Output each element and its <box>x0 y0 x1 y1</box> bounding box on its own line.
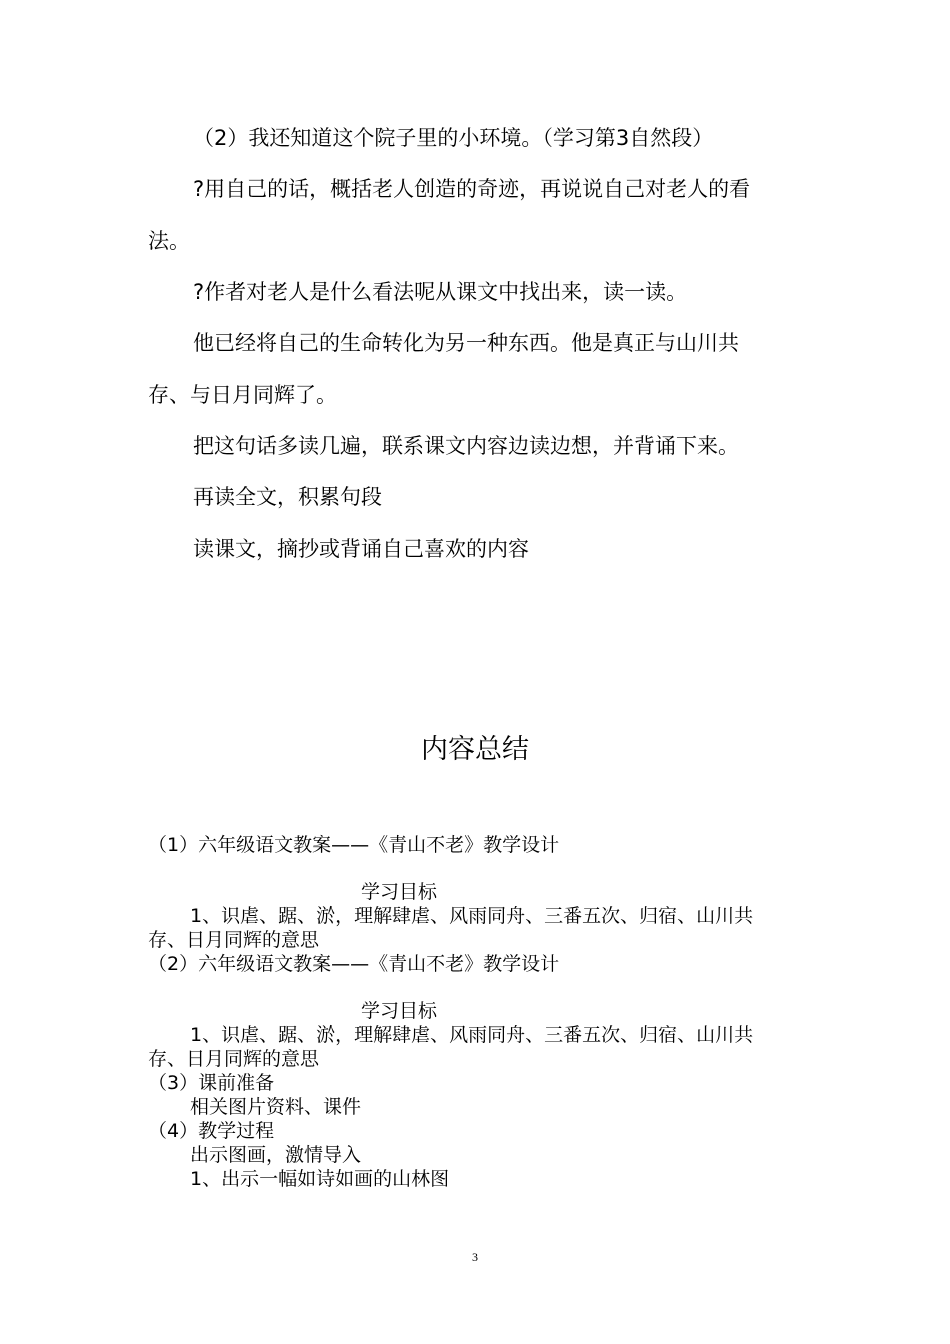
body-line-3: 法。 <box>148 229 190 253</box>
body-line-2: ?用自己的话，概括老人创造的奇迹，再说说自己对老人的看 <box>193 177 751 201</box>
summary-line-10: 相关图片资料、课件 <box>190 1096 362 1118</box>
body-line-7: 把这句话多读几遍，联系课文内容边读边想，并背诵下来。 <box>193 434 739 458</box>
body-line-8: 再读全文，积累句段 <box>193 485 382 509</box>
body-line-5: 他已经将自己的生命转化为另一种东西。他是真正与山川共 <box>193 331 739 355</box>
summary-line-4: 存、日月同辉的意思 <box>148 929 320 951</box>
summary-title: 内容总结 <box>421 734 529 765</box>
page-number: 3 <box>472 1250 478 1264</box>
summary-line-1: （1）六年级语文教案——《青山不老》教学设计 <box>148 834 560 856</box>
summary-line-3: 1、识虐、踞、淤，理解肆虐、风雨同舟、三番五次、归宿、山川共 <box>190 905 754 927</box>
summary-line-11: （4）教学过程 <box>148 1120 275 1142</box>
summary-line-8: 存、日月同辉的意思 <box>148 1048 320 1070</box>
summary-line-2: 学习目标 <box>361 881 438 903</box>
summary-line-6: 学习目标 <box>361 1000 438 1022</box>
body-line-9: 读课文，摘抄或背诵自己喜欢的内容 <box>193 537 529 561</box>
body-line-1: （2）我还知道这个院子里的小环境。（学习第3自然段） <box>193 126 714 150</box>
summary-line-5: （2）六年级语文教案——《青山不老》教学设计 <box>148 953 560 975</box>
summary-line-12: 出示图画，激情导入 <box>190 1144 362 1166</box>
summary-line-13: 1、出示一幅如诗如画的山林图 <box>190 1168 450 1190</box>
body-line-4: ?作者对老人是什么看法呢从课文中找出来，读一读。 <box>193 280 688 304</box>
body-line-6: 存、与日月同辉了。 <box>148 383 337 407</box>
summary-line-9: （3）课前准备 <box>148 1072 275 1094</box>
summary-line-7: 1、识虐、踞、淤，理解肆虐、风雨同舟、三番五次、归宿、山川共 <box>190 1024 754 1046</box>
